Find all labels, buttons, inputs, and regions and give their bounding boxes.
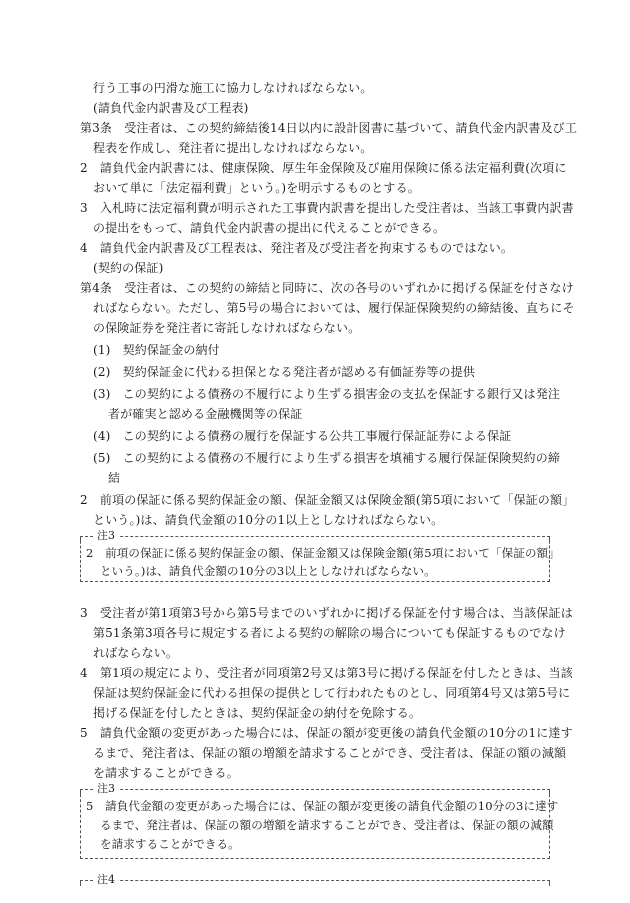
text-line: という。)は、請負代金額の10分の3以上としなければならない。 xyxy=(100,564,436,578)
text-line: の提出をもって、請負代金内訳書の提出に代えることができる。 xyxy=(93,221,446,235)
list-item: (1) 契約保証金の納付 xyxy=(93,343,220,357)
paragraph-line: 4 第1項の規定により、受注者が同項第2号又は第3号に掲げる保証を付したときは、当該 xyxy=(80,666,573,680)
text-line: るまで、発注者は、保証の額の増額を請求することができ、受注者は、保証の額の減額 xyxy=(93,746,567,760)
text-line: 保証は契約保証金に代わる担保の提供として行われたものとし、同項第4号又は第5号に xyxy=(93,686,571,700)
text-line: 行う工事の円滑な施工に協力しなければならない。 xyxy=(93,81,373,95)
text-line: 結 xyxy=(108,471,121,485)
list-item: (3) この契約による債務の不履行により生ずる損害金の支払を保証する銀行又は発注 xyxy=(93,387,561,401)
paragraph-line: 4 請負代金内訳書及び工程表は、発注者及び受注者を拘束するものではない。 xyxy=(80,241,514,255)
note-label: 注3 xyxy=(94,528,118,544)
text-line: を請求することができる。 xyxy=(93,766,239,780)
text-line: ればならない。ただし、第5号の場合においては、履行保証保険契約の締結後、直ちにそ xyxy=(93,301,575,315)
paragraph-line: 3 受注者が第1項第3号から第5号までのいずれかに掲げる保証を付す場合は、当該保証は xyxy=(80,606,573,620)
text-line: おいて単に「法定福利費」という。)を明示するものとする。 xyxy=(93,181,420,195)
paragraph-line: 5 請負代金額の変更があった場合には、保証の額が変更後の請負代金額の10分の3に達す xyxy=(86,799,559,813)
text-line: 程表を作成し、発注者に提出しなければならない。 xyxy=(93,141,373,155)
list-item: (5) この契約による債務の不履行により生ずる損害を填補する履行保証保険契約の締 xyxy=(93,451,561,465)
paragraph-line: 5 請負代金額の変更があった場合には、保証の額が変更後の請負代金額の10分の1に達す xyxy=(80,726,573,740)
note-label: 注3 xyxy=(94,781,118,797)
article-line: 第4条 受注者は、この契約の締結と同時に、次の各号のいずれかに掲げる保証を付さなけ xyxy=(80,281,574,295)
list-item: (2) 契約保証金に代わる担保となる発注者が認める有価証券等の提供 xyxy=(93,365,475,379)
paragraph-line: 2 請負代金内訳書には、健康保険、厚生年金保険及び雇用保険に係る法定福利費(次項に xyxy=(80,161,567,175)
text-line: という。)は、請負代金額の10分の1以上としなければならない。 xyxy=(93,513,444,527)
text-line: 第51条第3項各号に規定する者による契約の解除の場合についても保証するものでなけ xyxy=(93,626,566,640)
article-line: 第3条 受注者は、この契約締結後14日以内に設計図書に基づいて、請負代金内訳書及び工 xyxy=(80,121,577,135)
paragraph-line: 2 前項の保証に係る契約保証金の額、保証金額又は保険金額(第5項において「保証の額」 xyxy=(80,493,575,507)
note-label: 注4 xyxy=(94,872,118,888)
paragraph-line: 2 前項の保証に係る契約保証金の額、保証金額又は保険金額(第5項において「保証の額」 xyxy=(86,546,560,560)
list-item: (4) この契約による債務の履行を保証する公共工事履行保証証券による保証 xyxy=(93,429,512,443)
section-heading: (契約の保証) xyxy=(93,261,164,275)
section-heading: (請負代金内訳書及び工程表) xyxy=(93,101,249,115)
text-line: るまで、発注者は、保証の額の増額を請求することができ、受注者は、保証の額の減額 xyxy=(100,818,554,832)
paragraph-line: 3 入札時に法定福利費が明示された工事費内訳書を提出した受注者は、当該工事費内訳書 xyxy=(80,201,574,215)
text-line: を請求することができる。 xyxy=(100,837,240,851)
text-line: 者が確実と認める金融機関等の保証 xyxy=(108,407,303,421)
text-line: 掲げる保証を付したときは、契約保証金の納付を免除する。 xyxy=(93,706,422,720)
text-line: ればならない。 xyxy=(93,646,179,660)
text-line: の保険証券を発注者に寄託しなければならない。 xyxy=(93,321,361,335)
